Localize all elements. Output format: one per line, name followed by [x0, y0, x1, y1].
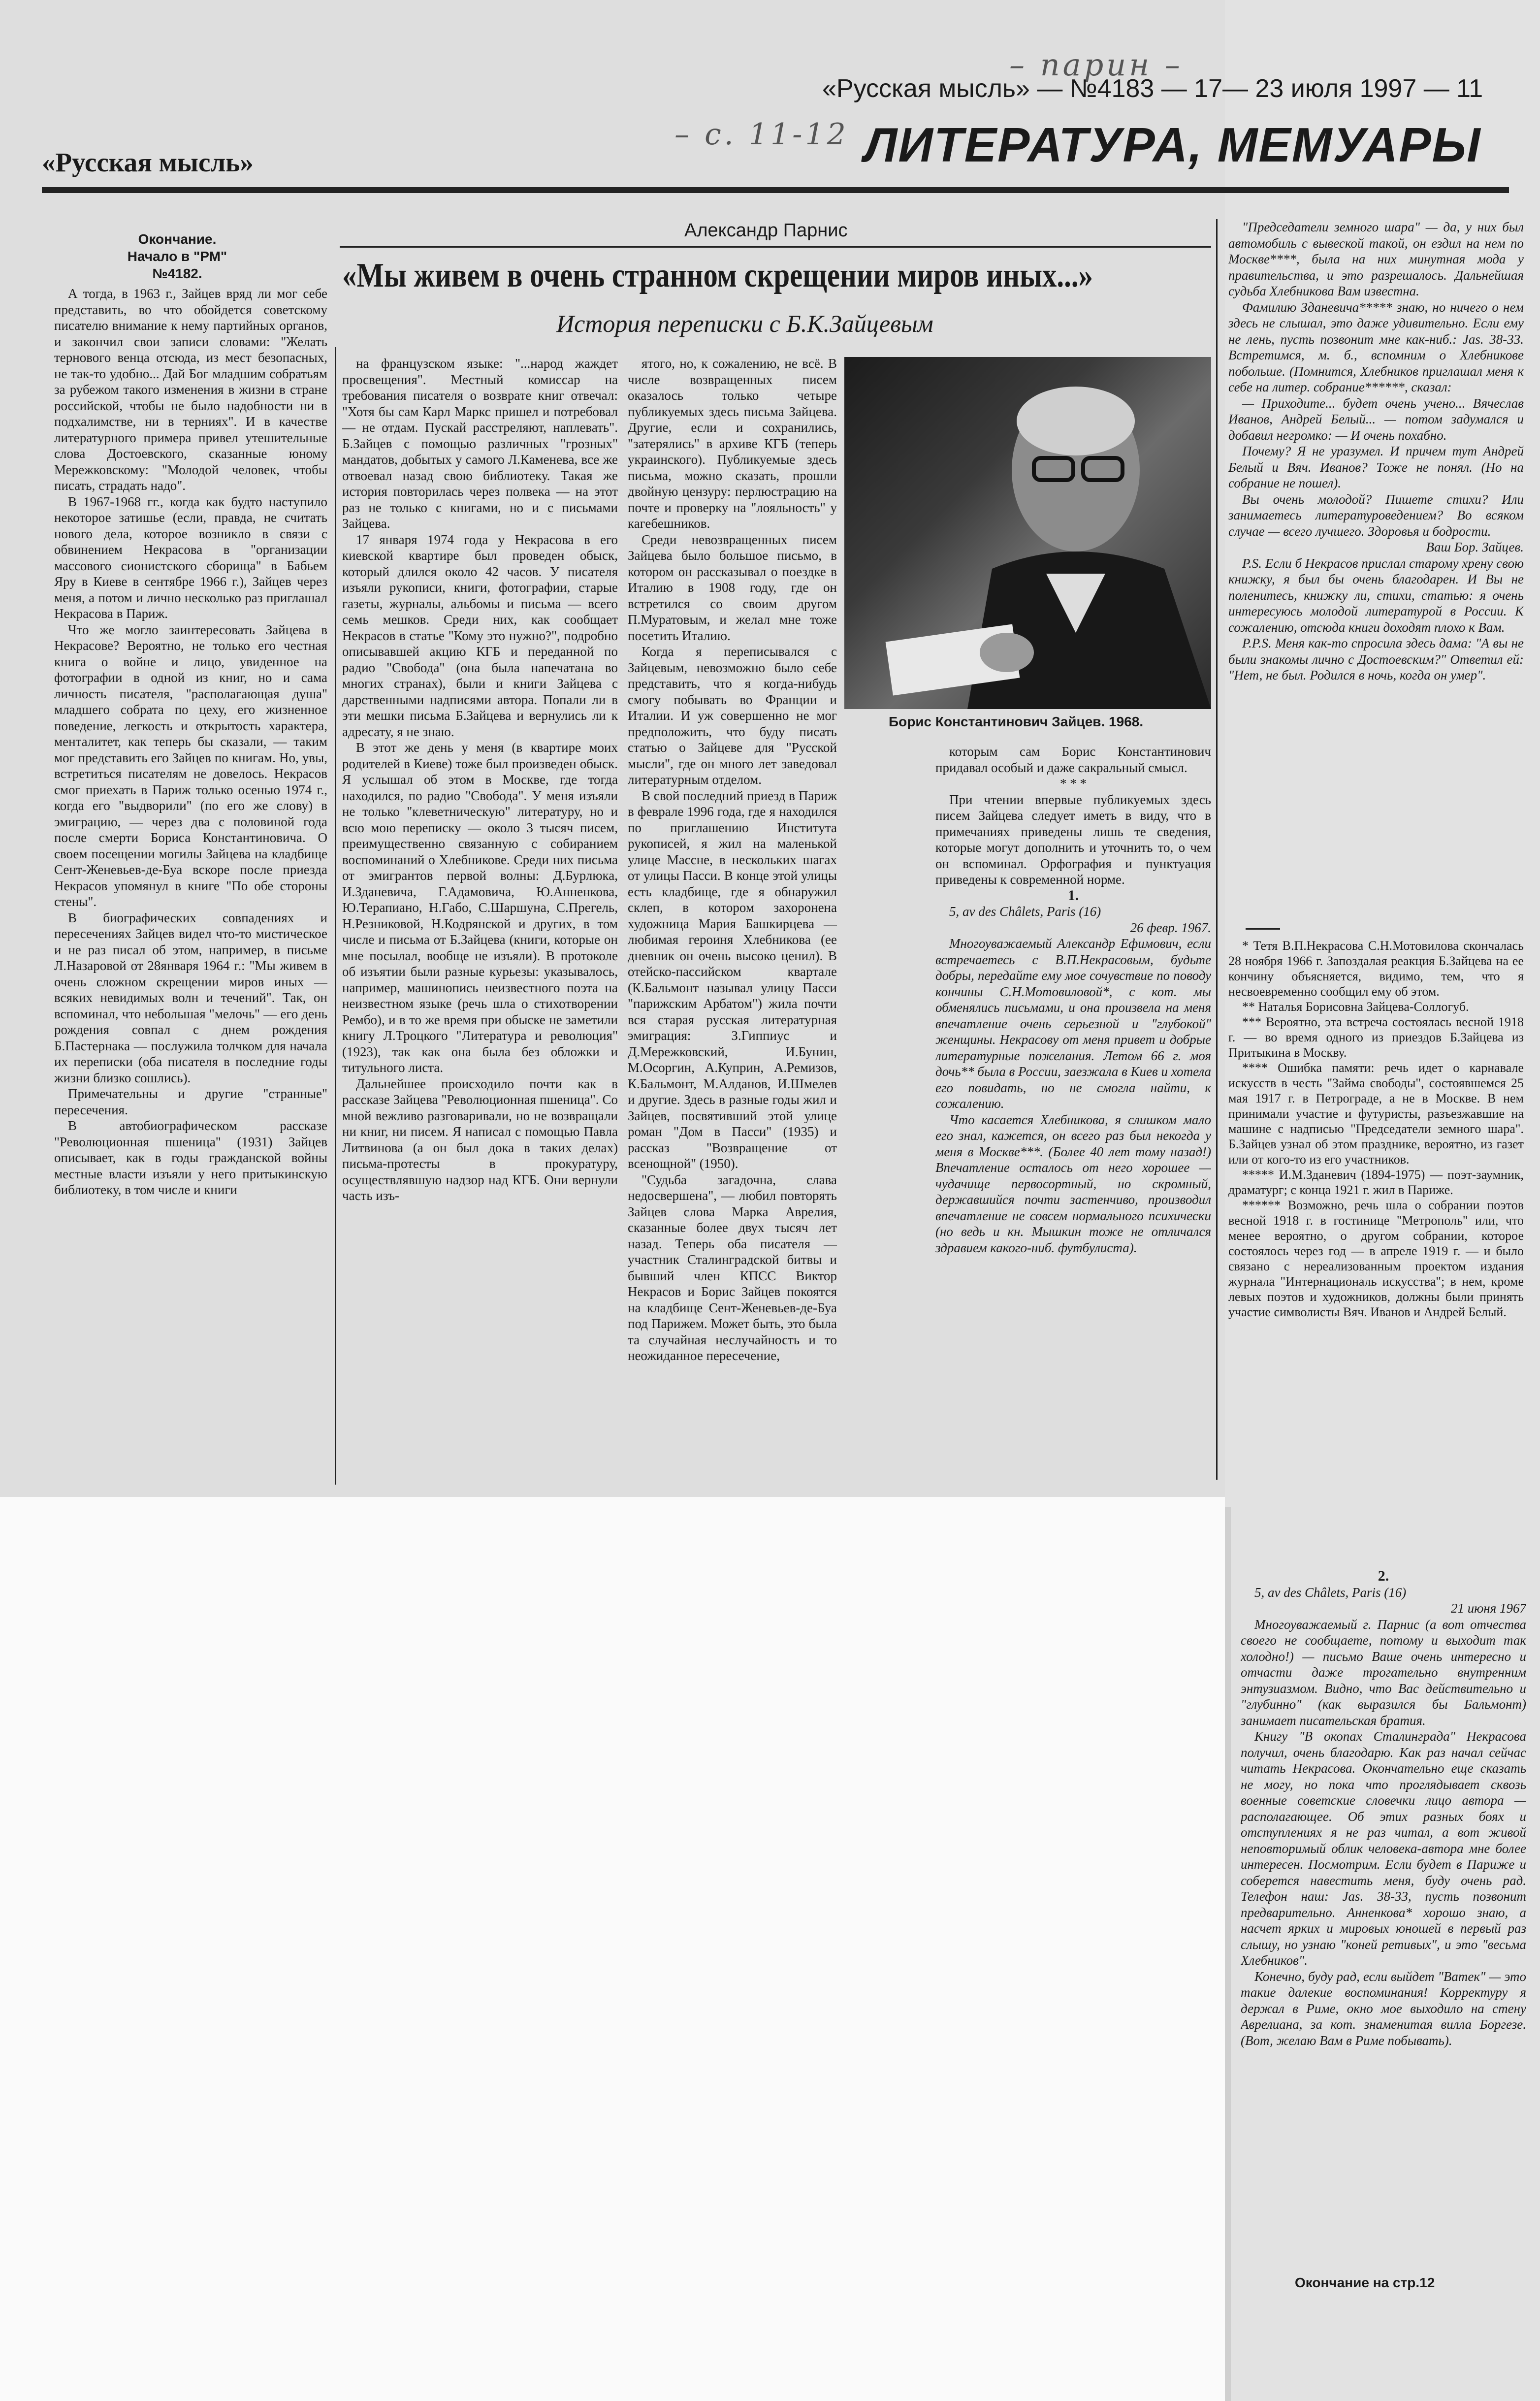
paragraph: * Тетя В.П.Некрасова С.Н.Мотовилова скончалась 28 ноября 1966 г. Запоздалая реакция Б.Зайцева на ее кончину объясняется, видимо, тем, что я несвоевременно сообщил ему об этом. — [1228, 939, 1524, 999]
masthead-rule — [42, 187, 1509, 193]
continuation-note: Окончание. Начало в "РМ" №4182. — [127, 231, 227, 281]
paragraph: *** Вероятно, эта встреча состоялась весной 1918 г. — во время одного из приездов Б.Зайцева из Притыкина в Москву. — [1228, 1015, 1524, 1060]
paragraph: Что же могло заинтересовать Зайцева в Некрасове? Вероятно, не только его честная книга о войне и лицо, увиденное на фотографии в одной из книг, но и сама личность писателя, "располагающая душа" младшего собрата по цеху, его жизненное поведение, легкость и открытость характера, менталитет, как теперь бы сказали, — таким мог представить его Зайцев по книгам. Но, увы, встретиться писателям не довелось. Некрасов смог приехать в Париж только осенью 1974 г., когда его "выдворили" (по его же слову) в эмиграцию, — через два с половиной года после смерти Бориса Константиновича. О своем посещении могилы Зайцева на кладбище Сент-Женевьев-де-Буа вскоре после приезда Некрасов упомянул в книге "По обе стороны стены". — [54, 622, 327, 909]
paragraph: 17 января 1974 года у Некрасова в его киевской квартире был проведен обыск, который длился около 42 часов. У писателя изъяли рукописи, книги, фотографии, старые газеты, журналы, альбомы и письма — всего семь мешков. Среди них, как сообщает Некрасов в статье "Кому это нужно?", подробно описывавшей акцию КГБ и переданной по радио "Свобода" (она была напечатана во многих странах), были и книги Зайцева с дарственными надписями автора. Попали ли в эти мешки письма Б.Зайцева и вернулись ли к адресату, я не знаю. — [342, 532, 618, 739]
column-rule-4 — [1216, 219, 1218, 1480]
handwritten-pages: – с. 11-12 — [674, 117, 849, 152]
paragraph: Вы очень молодой? Пишете стихи? Или занимаетесь литературоведением? Во всяком случае — всего лучшего. Здоровья и бодрости. — [1228, 491, 1524, 539]
notes-rule — [1246, 928, 1280, 930]
paragraph: **** Ошибка памяти: речь идет о карнавале искусств в честь "Займа свободы", состоявшемся 25 мая 1917 г. в Петрограде, а не в Москве. В нем принимали участие и футуристы, разъезжавшие на машине с надписью "Председатели земного шара". Б.Зайцев узнал об этом празднике, вероятно, из газет или от кого-то из его участников. — [1228, 1061, 1524, 1167]
paragraph: В автобиографическом рассказе "Революционная пшеница" (1931) Зайцев описывает, как в годы гражданской войны местные власти изъяли у него притыкинскую библиотеку, в том числе и книги — [54, 1118, 327, 1197]
paragraph: "Судьба загадочна, слава недосвершена", — любил повторять Зайцев слова Марка Аврелия, сказанные более двух тысяч лет назад. Теперь оба писателя — участник Сталинградской битвы и бывший член КПСС Виктор Некрасов и Борис Зайцев покоятся на кладбище Сент-Женевьев-де-Буа под Парижем. Может быть, это была та случайная неслучайность и то неожиданное пересечение, — [628, 1172, 837, 1363]
paragraph: А тогда, в 1963 г., Зайцев вряд ли мог себе представить, во что обойдется советскому писателю внимание к нему партийных органов, и закончил свои записи словами: "Желать тернового венца отсюда, из мест безопасных, не так-то удобно... Дай Бог младшим собратьям за рубежом такого изменения в жизни в стране российской, чтобы не было надобности ни в подхалимстве, ни в терниях". И в качестве литературного примера привел утешительные слова Достоевского, сказанные юному Мережковскому: "Молодой человек, чтобы писать, страдать надо". — [54, 286, 327, 493]
author-name: Александр Парнис — [684, 220, 848, 241]
paragraph: на французском языке: "...народ жаждет просвещения". Местный комиссар на требования писателя о возврате книг отвечал: "Хотя бы сам Карл Маркс пришел и потребовал — не отдам. Пускай расстреляют, наплевать". Б.Зайцев с помощью различных "грозных" мандатов, добытых у самого Л.Каменева, все же отвоевал назад свою библиотеку. Такая же история повторилась через полвека — на этот раз не только с книгами, но и с письмами Зайцева. — [342, 356, 618, 531]
paragraph: 5, av des Châlets, Paris (16) — [1254, 1585, 1407, 1600]
column-5 — [1228, 219, 1524, 923]
title-rule — [340, 246, 1211, 248]
column-1 — [54, 286, 327, 1477]
paragraph: 1. — [1067, 887, 1079, 904]
paragraph: В этот же день у меня (в квартире моих родителей в Киеве) тоже был произведен обыск. Я услышал об этом в Москве, где тогда находился, по радио "Свобода". У меня изъяли не только "клеветническую" литературу, но и всю мою переписку — около 3 тысяч писем, преимущественно связанную с собиранием воспоминаний о Хлебникове. Среди них письма от эмигрантов первой волны: Д.Бурлюка, И.Зданевича, Г.Адамовича, Ю.Анненкова, Ю.Терапиано, Н.Габо, С.Шаршуна, С.Прегель, Н.Резниковой, Н.Кодрянской и других, в том числе и письма от Б.Зайцева (книги, которые он мне посылал, вообще не изъяли). В протоколе об изъятии были разные курьезы: указывалось, например, машинопись неизвестного поэта на неизвестном языке (речь шла о стихотворении Рембо), и в то же время при обыске не заметили книгу Л.Троцкого "Литература и революция" (1923), так как она была без обложки и титульного листа. — [342, 740, 618, 1075]
paragraph: Ваш Бор. Зайцев. — [1426, 540, 1524, 554]
handwritten-name: – парин – — [1009, 47, 1183, 83]
paragraph: — Приходите... будет очень учено... Вячеслав Иванов, Андрей Белый... — потом задумался и добавил негромко: — И очень похабно. — [1228, 395, 1524, 443]
portrait-figure-icon — [844, 357, 1211, 709]
paragraph: 2. — [1378, 1568, 1389, 1584]
paragraph: Почему? Я не уразумел. И причем тут Андрей Белый и Вяч. Иванов? Тоже не понял. (Но на собрание не пошел). — [1228, 444, 1524, 490]
paragraph: ятого, но, к сожалению, не всё. В числе возвращенных писем оказалось только четыре публикуемых здесь письма Зайцева. Другие, если и сохранились, "затерялись" в архиве КГБ (теперь украинского). Публикуемые здесь письма, можно сказать, прошли двойную цензуру: перлюстрацию на почте и проверку на "лояльность" у кагебешников. — [628, 356, 837, 531]
paragraph: * * * — [1060, 776, 1087, 791]
paragraph: которым сам Борис Константинович придавал особый и даже сакральный смысл. — [935, 744, 1211, 775]
paragraph: Дальнейшее происходило почти как в рассказе Зайцева "Революционная пшеница". Со мной вежливо разговаривали, но не возвращали ни книг, ни писем. Я написал с помощью Павла Литвинова (а он был дока в таких делах) письма-протесты в прокуратуру, осуществлявшую надзор над КГБ. Они вернули часть изъ- — [342, 1076, 618, 1203]
paragraph: Когда я переписывался с Зайцевым, невозможно было себе представить, что я когда-нибудь смогу побывать во Франции и Италии. И уж совершенно не мог предположить, что буду писать статью о Зайцеве для "Русской мысли", где он много лет заведовал литературным отделом. — [628, 644, 837, 787]
paragraph: P.S. Если б Некрасов прислал старому хрену свою книжку, я был бы очень благодарен. И Вы не поленитесь, книжку ли, стихи, статью: я очень интересуюсь молодой литературой в России. К сожалению, отсюда книги доходят плохо к Вам. — [1228, 555, 1524, 635]
paragraph: 26 февр. 1967. — [1130, 920, 1211, 935]
paragraph: Фамилию Зданевича***** знаю, но ничего о нем здесь не слышал, это даже удивительно. Если ему не лень, пусть позвонит мне как-ниб.: Jas. 38-33. Встретимся, м. б., вспомним о Хлебникове побольше. (Помнится, Хлебников приглашал меня к себе на литер. собрание******, сказал: — [1228, 299, 1524, 394]
letter-2 — [1241, 1568, 1526, 2213]
column-rule-1 — [335, 347, 336, 1485]
paragraph: "Председатели земного шара" — да, у них был автомобиль с вывеской такой, он ездил на нем по Москве****, была на них минутная мода у правительства, и это разрешалось. Дальнейшая судьба Хлебникова Вам известна. — [1228, 220, 1524, 298]
blank-paper-area — [0, 1497, 1225, 2401]
paragraph: При чтении впервые публикуемых здесь писем Зайцева следует иметь в виду, что в примечаниях приведены лишь те сведения, которые могут дополнить и уточнить то, о чем он вспоминал. Орфография и пунктуация приведены к современной норме. — [935, 792, 1211, 887]
paragraph: ** Наталья Борисовна Зайцева-Соллогуб. — [1242, 1000, 1469, 1014]
issue-line: «Русская мысль» — №4183 — 17— 23 июля 1997 — 11 — [822, 74, 1483, 103]
column-2 — [342, 356, 618, 1483]
paragraph: 5, av des Châlets, Paris (16) — [949, 904, 1101, 919]
paragraph: Среди невозвращенных писем Зайцева было большое письмо, в котором он рассказывал о поездке в Италию в 1908 году, где он встретился со своим другом П.Муратовым, и желал мне тоже посетить Италию. — [628, 532, 837, 643]
paragraph: Что касается Хлебникова, я слишком мало его знал, кажется, он всего раз был некогда у меня в Москве***. (Более 40 лет тому назад!) Впечатление осталось от него хорошее — чудачище первосортный, но скромный, державшийся почти застенчиво, производил впечатление не совсем нормального психически (но ведь и кн. Мышкин тоже не отличался здравием какого-ниб. футбулиста). — [935, 1112, 1211, 1255]
paragraph: Многоуважаемый Александр Ефимович, если встречаетесь с В.П.Некрасовым, будьте добры, передайте ему мое сочувствие по поводу кончины С.Н.Мотовиловой*, с кот. мы обменялись письмами, и она произвела на меня впечатление очень серьезной и "глубокой" женщины. Некрасову от меня привет и добрые литературные пожелания. Летом 66 г. моя дочь** была в России, заезжала в Киев и хотела его повидать, но не смогла найти, к сожалению. — [935, 936, 1211, 1111]
article-subtitle: История переписки с Б.К.Зайцевым — [556, 310, 933, 337]
photo-caption: Борис Константинович Зайцев. 1968. — [889, 714, 1144, 729]
column-3 — [628, 356, 837, 1483]
portrait-photo — [844, 357, 1211, 709]
strip-edge — [1225, 1507, 1231, 2401]
paragraph: P.P.S. Меня как-то спросила здесь дама: "А вы не были знакомы лично с Достоевским?" Ответил ей: "Нет, не был. Родился в ночь, когда он умер". — [1228, 636, 1524, 682]
newspaper-logo: «Русская мысль» — [42, 147, 254, 177]
paragraph: 21 июня 1967 — [1451, 1601, 1526, 1616]
article-title: «Мы живем в очень странном скрещении миров иных...» — [342, 257, 1093, 294]
paragraph: ***** И.М.Зданевич (1894-1975) — поэт-заумник, драматург; с конца 1921 г. жил в Париже. — [1228, 1168, 1524, 1197]
section-title: ЛИТЕРАТУРА, МЕМУАРЫ — [864, 118, 1481, 172]
paragraph: В биографических совпадениях и пересечениях Зайцев видел что-то мистическое и не раз писал об этом, например, в письме Л.Назаровой от 28января 1964 г.: "Мы живем в очень сложном скрещении миров иных — всяких невидимых волн и течений". Так, он вспоминал, что небольшая "мелочь" — его день рождения совпал с днем рождения Б.Пастернака — послужила толчком для начала их переписки (оба писателя в последние годы жизни близко сошлись). — [54, 910, 327, 1085]
paragraph: Многоуважаемый г. Парнис (а вот отчества своего не сообщаете, потому и выходит так холодно!) — письмо Ваше очень интересно и отчасти даже трогательно внутренним энтузиазмом. Видно, что Вас действительно и "глубинно" (как выразился бы Бальмонт) занимает писательская братия. — [1241, 1617, 1526, 1728]
continued-note: Окончание на стр.12 — [1295, 2275, 1435, 2290]
paragraph: В свой последний приезд в Париж в феврале 1996 года, где я находился по приглашению Института рукописей, я жил на маленькой улице Массне, в нескольких шагах от улицы Пасси. В конце этой улицы есть кладбище, где я обнаружил склеп, в котором захоронена художница Мария Башкирцева — любимая героиня Хлебникова (ее дневник он очень высоко ценил). В отейско-пассийском квартале (К.Бальмонт называл улицу Пасси "парижским Арбатом") жила почти вся старая русская литературная эмиграция: З.Гиппиус и Д.Мережковский, И.Бунин, М.Осоргин, А.Куприн, А.Ремизов, К.Бальмонт, М.Алданов, И.Шмелев и другие. Здесь в разные годы жил и Зайцев, посвятивший этой улице роман "Дом в Пасси" (1935) и рассказ "Возвращение от всенощной" (1950). — [628, 788, 837, 1171]
footnotes — [1228, 938, 1524, 1598]
paragraph: Конечно, буду рад, если выйдет "Ватек" — это такие далекие воспоминания! Корректуру я держал в Риме, окно мое выходило на стену Аврелиана, за кот. знаменитая вилла Боргезе. (Вот, желаю Вам в Риме побывать). — [1241, 1969, 1526, 2048]
paragraph: Примечательны и другие "странные" пересечения. — [54, 1086, 327, 1117]
column-4 — [935, 744, 1211, 1482]
paragraph: ****** Возможно, речь шла о собрании поэтов весной 1918 г. в гостинице "Метрополь" или, что менее вероятно, о другом собрании, которое состоялось через год — в апреле 1919 г. — и было связано с нереализованным проектом издания журнала "Интернациональ искусства"; в нем, кроме левых поэтов и художников, должны были принять участие символисты Вяч. Иванов и Андрей Белый. — [1228, 1198, 1524, 1319]
paragraph: В 1967-1968 гг., когда как будто наступило некоторое затишье (если, правда, не считать нового дела, которое возникло в связи с обвинением Некрасова в "организации массового сионистского сборища" в Бабьем Яру в Киеве в сентябре 1966 г.), Зайцев через меня, а потом и лично несколько раз приглашал Некрасова в Париж. — [54, 494, 327, 621]
paragraph: Книгу "В окопах Сталинграда" Некрасова получил, очень благодарю. Как раз начал сейчас читать Некрасова. Окончательно еще сказать не могу, но пока что проглядывает сквозь военные советские словечки лицо автора — располагающее. Об этих разных боях и отступлениях я не раз читал, а вот живой неповторимый облик человека-автора мне более интересен. Посмотрим. Если будет в Париже и соберется навестить меня, буду очень рад. Телефон наш: Jas. 38-33, пусть позвонит предварительно. Анненкова* хорошо знаю, а насчет ярких и мировых юношей в первый раз слышу, но узнаю "коней ретивых", и это "весьма Хлебников". — [1241, 1729, 1526, 1968]
